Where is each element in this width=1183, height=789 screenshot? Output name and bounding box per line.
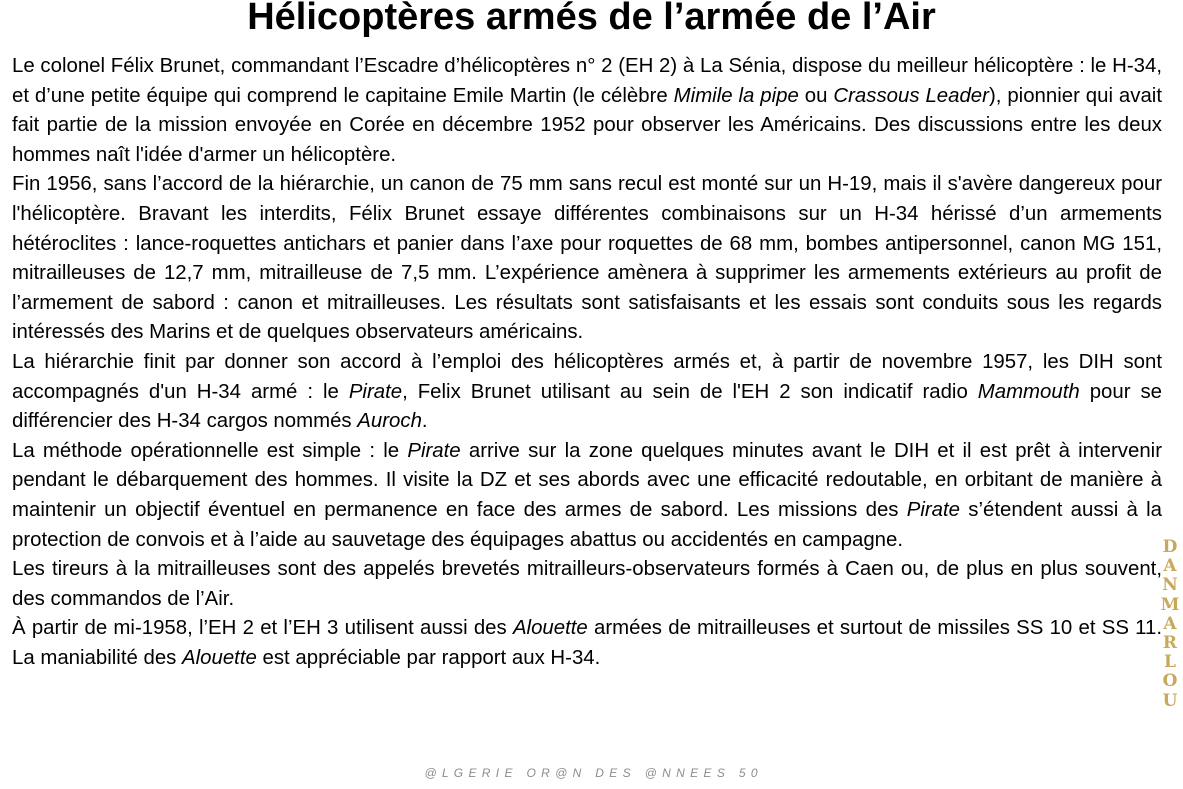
- italic-term: Pirate: [348, 380, 403, 403]
- italic-term: Mammouth: [977, 380, 1080, 403]
- text-run: La hiérarchie finit par donner son accord à l’emploi des hélicoptères armés et, à partir de novembre 1957, les DIH sont accompagnés d'un H-34 armé : le: [12, 350, 1162, 403]
- text-run: pour se différencier des H-34 cargos nommés: [12, 380, 1162, 433]
- watermark-letter: A: [1163, 556, 1177, 577]
- text-run: Fin 1956, sans l’accord de la hiérarchie, un canon de 75 mm sans recul est monté sur un H-19, mais il s'avère dangereux pour l'hélicoptère. Bravant les interdits, Félix Brunet essaye différentes combinaisons sur un H-34 hérissé d’un armements hétéroclites : lance-roquettes antichars et panier dans l’axe pour roquettes de 68 mm, bombes antipersonnel, canon MG 151, mitrailleuses de 12,7 mm, mitrailleuse de 7,5 mm. L’expérience amènera à supprimer les armements extérieurs au profit de l’armement de sabord : canon et mitrailleuses. Les résultats sont satisfaisants et les essais sont conduits sous les regards intéressés des Marins et de quelques observateurs américains.: [12, 173, 1162, 344]
- text-run: , Felix Brunet utilisant au sein de l'EH 2 son indicatif radio: [402, 380, 978, 403]
- text-run: La méthode opérationnelle est simple : le: [12, 439, 408, 462]
- watermark-letter: U: [1162, 690, 1178, 711]
- italic-term: Alouette: [182, 646, 257, 669]
- watermark-letter: R: [1162, 633, 1178, 654]
- article-body: [12, 52, 1162, 673]
- page-title: Hélicoptères armés de l’armée de l’Air: [247, 0, 936, 38]
- text-run: ), pionnier qui avait fait partie de la mission envoyée en Corée en décembre 1952 pour observer les Américains. Des discussions entre les deux hommes naît l'idée d'armer un hélicoptère.: [12, 84, 1163, 166]
- text-run: ou: [798, 84, 834, 107]
- footer-caption: @ L G E R I E O R @ N D E S @ N N E E S 5 0: [424, 766, 759, 780]
- italic-term: Auroch: [357, 410, 422, 433]
- italic-term: Mimile la pipe: [673, 84, 799, 107]
- text-run: .: [421, 410, 428, 433]
- text-run: Les tireurs à la mitrailleuses sont des appelés brevetés mitrailleurs-observateurs formés à Caen ou, de plus en plus souvent, des commandos de l’Air.: [12, 558, 1162, 610]
- text-run: À partir de mi-1958, l’EH 2 et l’EH 3 utilisent aussi des: [12, 617, 513, 640]
- watermark-letter: A: [1163, 613, 1177, 634]
- paragraph: [12, 437, 1162, 555]
- watermark-letter: O: [1162, 671, 1178, 692]
- text-run: s’étendent aussi à la protection de convois et à l’aide au sauvetage des équipages abattus ou accidentés en campagne.: [12, 498, 1162, 551]
- watermark-letter: M: [1160, 594, 1180, 615]
- paragraph: [12, 52, 1162, 170]
- text-run: Le colonel Félix Brunet, commandant l’Escadre d’hélicoptères n° 2 (EH 2) à La Sénia, dispose du meilleur hélicoptère : le H-34, et d’une petite équipe qui comprend le capitaine Emile Martin (le célèbre: [12, 55, 1162, 107]
- paragraph: [12, 170, 1162, 348]
- watermark-signature: [1158, 538, 1182, 711]
- watermark-letter: D: [1162, 537, 1178, 557]
- watermark-letter: L: [1164, 652, 1176, 673]
- italic-term: Alouette: [512, 617, 588, 640]
- paragraph: [12, 348, 1162, 437]
- italic-term: Pirate: [407, 439, 461, 462]
- watermark-letter: N: [1162, 575, 1178, 596]
- italic-term: Crassous Leader: [833, 84, 989, 107]
- text-run: armées de mitrailleuses et surtout de missiles SS 10 et SS 11. La maniabilité des: [12, 617, 1162, 669]
- paragraph: [12, 614, 1162, 673]
- italic-term: Pirate: [906, 498, 961, 521]
- text-run: arrive sur la zone quelques minutes avant le DIH et il est prêt à intervenir pendant le débarquement des hommes. Il visite la DZ et ses abords avec une efficacité redoutable, en orbitant de manière à maintenir un objectif éventuel en permanence en face des armes de sabord. Les missions des: [12, 439, 1162, 521]
- paragraph: [12, 555, 1162, 614]
- text-run: est appréciable par rapport aux H-34.: [256, 646, 601, 669]
